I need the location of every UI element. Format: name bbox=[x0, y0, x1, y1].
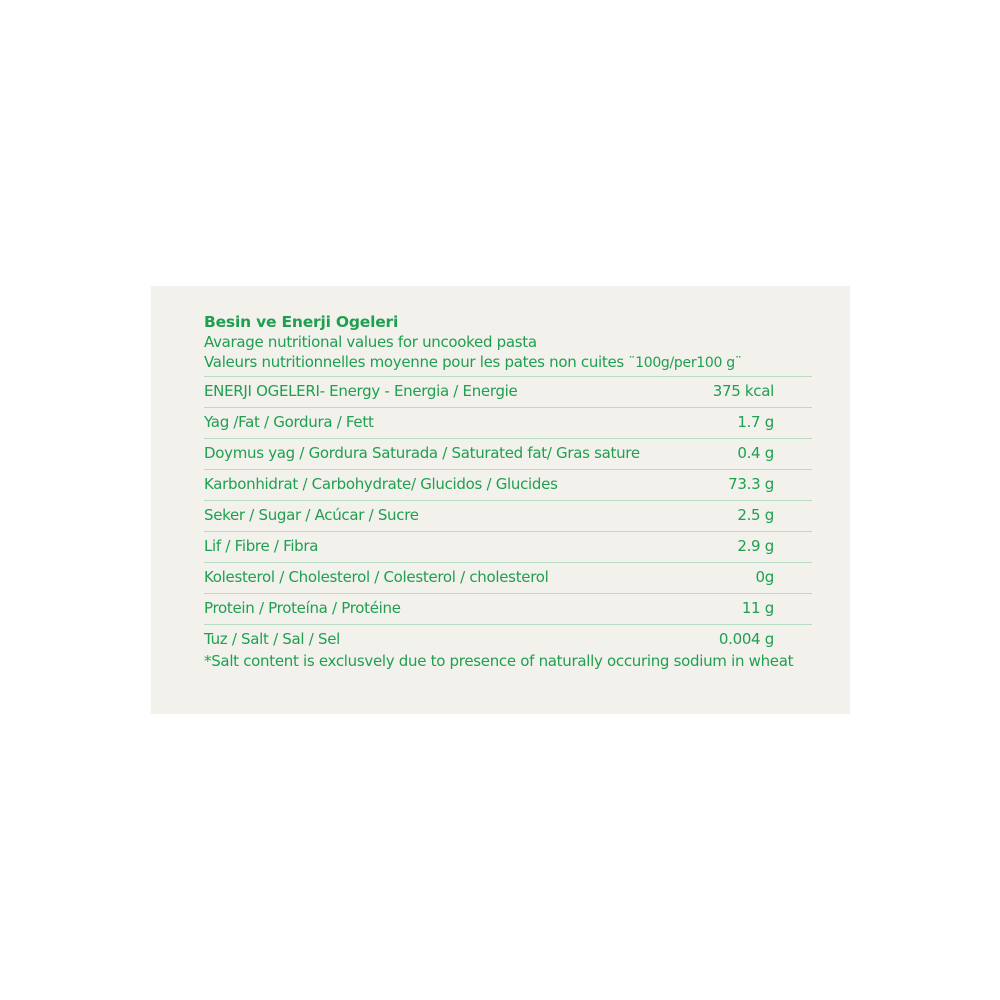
row-label: Tuz / Salt / Sal / Sel bbox=[204, 630, 340, 648]
table-row bbox=[204, 500, 812, 531]
row-value: 2.9 g bbox=[737, 537, 774, 555]
table-row bbox=[204, 562, 812, 593]
nutrition-title: Besin ve Enerji Ogeleri bbox=[204, 313, 399, 331]
table-row bbox=[204, 407, 812, 438]
table-row bbox=[204, 624, 812, 655]
table-row bbox=[204, 531, 812, 562]
per-unit-label: ¨100g/per100 g¨ bbox=[628, 355, 742, 371]
row-label: ENERJI OGELERI- Energy - Energia / Energie bbox=[204, 382, 518, 400]
row-value: 0.4 g bbox=[737, 444, 774, 462]
nutrition-label-panel bbox=[151, 286, 850, 714]
row-value: 11 g bbox=[741, 599, 774, 617]
row-label: Karbonhidrat / Carbohydrate/ Glucidos / Glucides bbox=[204, 475, 558, 493]
row-label: Kolesterol / Cholesterol / Colesterol / cholesterol bbox=[204, 568, 549, 586]
row-value: 375 kcal bbox=[712, 382, 774, 400]
nutrition-content bbox=[204, 312, 814, 672]
row-label: Protein / Proteína / Protéine bbox=[204, 599, 401, 617]
table-row bbox=[204, 469, 812, 500]
row-value: 1.7 g bbox=[737, 413, 774, 431]
row-label: Seker / Sugar / Acúcar / Sucre bbox=[204, 506, 419, 524]
row-value: 73.3 g bbox=[728, 475, 774, 493]
nutrition-table bbox=[204, 376, 812, 655]
row-label: Doymus yag / Gordura Saturada / Saturated fat/ Gras sature bbox=[204, 444, 640, 462]
row-value: 0g bbox=[755, 568, 774, 586]
salt-footnote: *Salt content is exclusvely due to presence of naturally occuring sodium in wheat bbox=[204, 652, 794, 670]
row-label: Lif / Fibre / Fibra bbox=[204, 537, 319, 555]
table-row bbox=[204, 376, 812, 407]
table-row bbox=[204, 593, 812, 624]
subtitle-french-line bbox=[204, 352, 814, 373]
row-value: 0.004 g bbox=[718, 630, 774, 648]
subtitle-english: Avarage nutritional values for uncooked pasta bbox=[204, 333, 537, 351]
row-value: 2.5 g bbox=[737, 506, 774, 524]
row-label: Yag /Fat / Gordura / Fett bbox=[204, 413, 374, 431]
subtitle-french: Valeurs nutritionnelles moyenne pour les pates non cuites bbox=[204, 353, 624, 371]
table-row bbox=[204, 438, 812, 469]
